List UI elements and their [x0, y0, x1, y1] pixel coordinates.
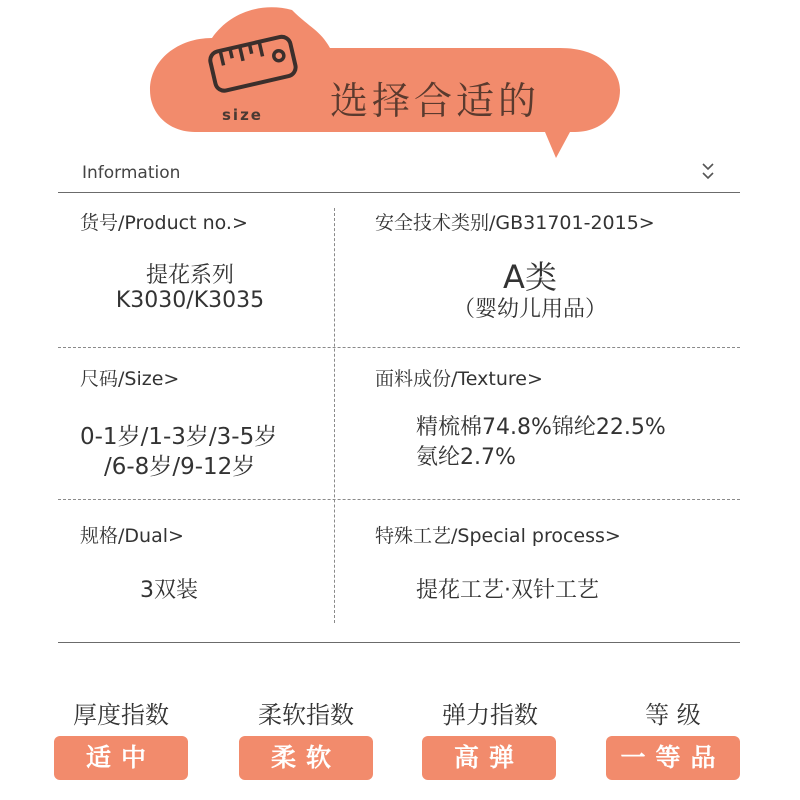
size-label: size — [222, 106, 263, 124]
softness-index-title: 柔软指数 — [258, 701, 354, 729]
thickness-index-title: 厚度指数 — [73, 701, 169, 729]
size-value-line1: 0-1岁/1-3岁/3-5岁 — [80, 424, 278, 450]
safety-label: 安全技术类别/GB31701-2015> — [375, 212, 655, 234]
texture-value-line1: 精梳棉74.8%锦纶22.5% — [416, 415, 666, 440]
dual-value: 3双装 — [140, 578, 198, 603]
product-no-value-line1: 提花系列 — [145, 263, 234, 288]
row-divider-2 — [58, 499, 740, 500]
grade-title: 等 级 — [645, 701, 701, 729]
safety-class-value: A类 — [503, 258, 557, 296]
product-no-label: 货号/Product no.> — [80, 212, 248, 234]
double-chevron-down-icon[interactable] — [700, 160, 716, 184]
size-field-label: 尺码/Size> — [80, 368, 180, 390]
size-value-line2: /6-8岁/9-12岁 — [104, 454, 256, 480]
elasticity-index-title: 弹力指数 — [442, 701, 538, 729]
product-no-value-line2: K3030/K3035 — [115, 288, 265, 313]
row-divider-1 — [58, 347, 740, 348]
information-label: Information — [82, 163, 181, 183]
bottom-divider — [58, 642, 740, 643]
softness-index-badge: 柔软 — [239, 736, 373, 780]
elasticity-index-badge: 高弹 — [422, 736, 556, 780]
column-divider — [334, 208, 335, 623]
top-divider — [58, 192, 740, 193]
safety-class-note: （婴幼儿用品） — [452, 297, 607, 322]
thickness-index-badge: 适中 — [54, 736, 188, 780]
process-label: 特殊工艺/Special process> — [375, 525, 621, 547]
banner-title: 选择合适的 — [330, 79, 541, 123]
grade-badge: 一等品 — [606, 736, 740, 780]
process-value: 提花工艺·双针工艺 — [416, 578, 599, 603]
texture-value-line2: 氨纶2.7% — [416, 445, 516, 470]
dual-label: 规格/Dual> — [80, 525, 184, 547]
texture-label: 面料成份/Texture> — [375, 368, 543, 390]
